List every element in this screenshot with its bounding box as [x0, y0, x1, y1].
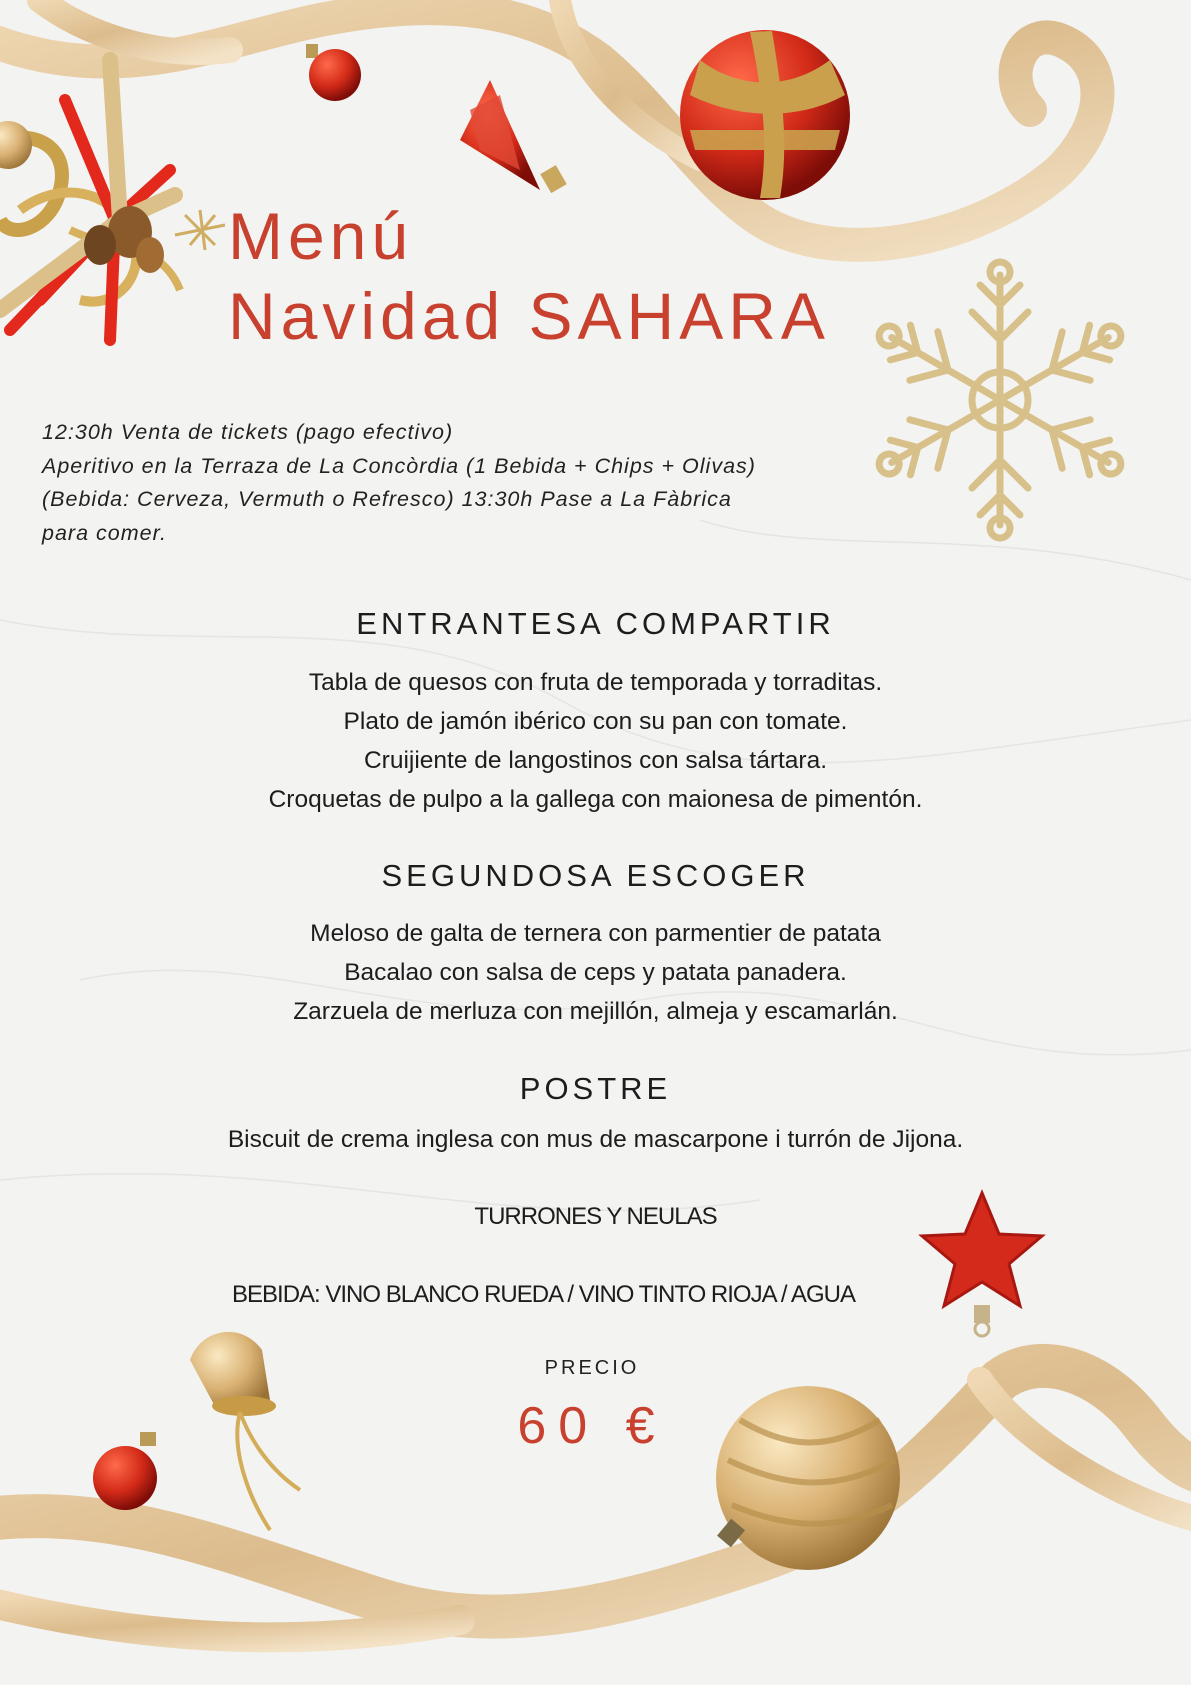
snowflake-decoration — [866, 262, 1133, 538]
entrantes-list — [0, 663, 1191, 819]
precio-value: 60 € — [517, 1397, 667, 1455]
red-glass-tree-ornament — [460, 80, 567, 193]
menu-item: Meloso de galta de ternera con parmentier de patata — [310, 920, 881, 947]
entrantes-heading: ENTRANTESA COMPARTIR — [356, 606, 835, 641]
turrones-text: TURRONES Y NEULAS — [474, 1203, 717, 1230]
menu-title — [228, 196, 830, 356]
segundos-heading: SEGUNDOSA ESCOGER — [381, 858, 810, 893]
menu-item: Croquetas de pulpo a la gallega con maionesa de pimentón. — [268, 786, 923, 813]
precio-label: PRECIO — [544, 1357, 640, 1379]
menu-item: Cruijiente de langostinos con salsa tártara. — [363, 747, 828, 774]
bebida-text: BEBIDA: VINO BLANCO RUEDA / VINO TINTO RIOJA / AGUA — [232, 1281, 855, 1308]
menu-item: Bacalao con salsa de ceps y patata panadera. — [344, 959, 847, 986]
red-gold-ball-ornament — [680, 30, 850, 200]
postre-list — [0, 1120, 1191, 1159]
intro-line: para comer. — [42, 520, 167, 545]
title-line-2: Navidad SAHARA — [228, 279, 830, 353]
menu-item: Zarzuela de merluza con mejillón, almeja y escamarlán. — [293, 998, 898, 1025]
pinecone-decoration — [84, 206, 164, 273]
menu-item: Tabla de quesos con fruta de temporada y torraditas. — [308, 669, 883, 696]
segundos-list — [0, 914, 1191, 1031]
gold-star-sprig-decoration — [175, 210, 225, 250]
intro-line: (Bebida: Cerveza, Vermuth o Refresco) 13:30h Pase a La Fàbrica — [42, 487, 732, 511]
menu-item: Plato de jamón ibérico con su pan con tomate. — [343, 708, 848, 735]
postre-heading: POSTRE — [519, 1071, 672, 1106]
menu-item: Biscuit de crema inglesa con mus de mascarpone i turrón de Jijona. — [227, 1126, 964, 1153]
intro-line: Aperitivo en la Terraza de La Concòrdia (1 Bebida + Chips + Olivas) — [42, 453, 756, 478]
small-red-ornament-top — [306, 44, 361, 101]
title-line-1: Menú — [228, 199, 414, 273]
intro-text — [42, 416, 842, 550]
intro-line: 12:30h Venta de tickets (pago efectivo) — [42, 420, 454, 444]
